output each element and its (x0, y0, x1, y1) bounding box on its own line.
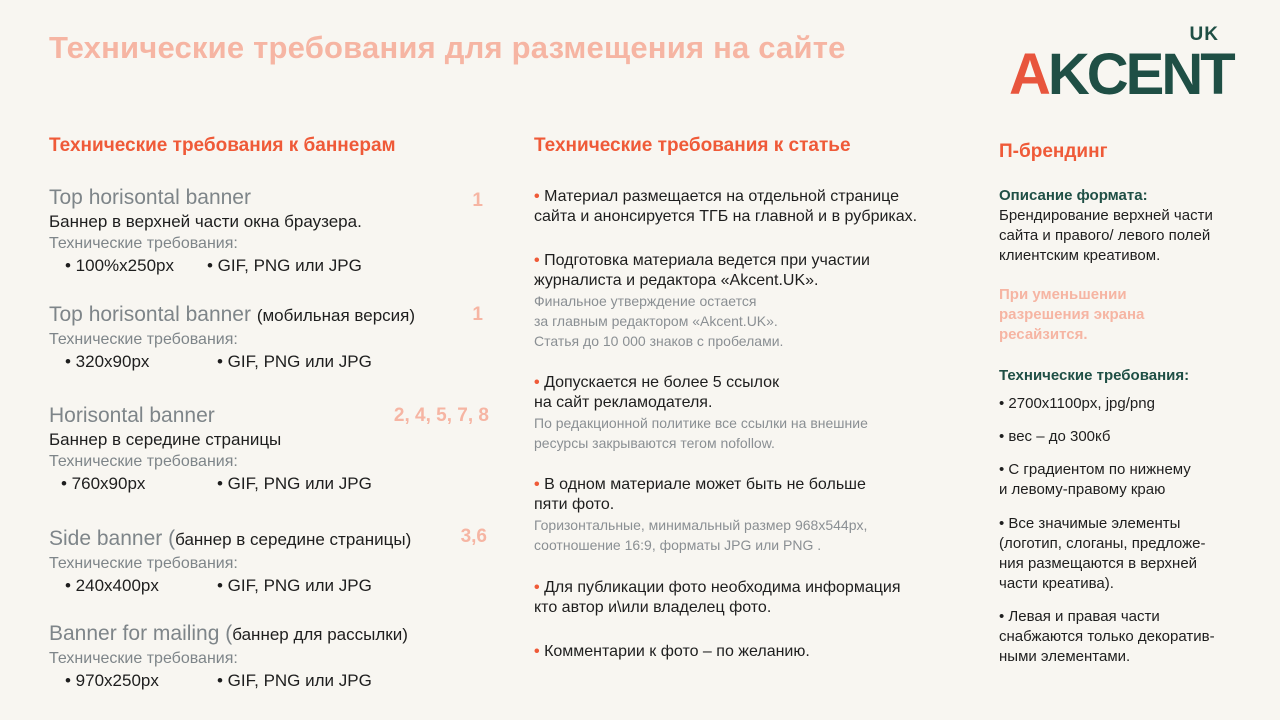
article-item (534, 187, 934, 227)
banner-specs (49, 472, 499, 496)
banner-formats: • GIF, PNG или JPG (217, 671, 372, 690)
banner-req-label: Технические требования: (49, 331, 238, 348)
branding-description (999, 186, 1249, 266)
banner-size: • 970x250px (65, 671, 159, 690)
article-note: По редакционной политике все ссылки на внешние ресурсы закрываются тегом nofollow. (534, 415, 868, 451)
banner-name: Side banner (баннер в середине страницы) (49, 527, 412, 550)
banner-positions: 1 (472, 190, 483, 211)
article-text: • Комментарии к фото – по желанию. (534, 643, 810, 660)
article-item (534, 475, 934, 555)
article-item (534, 251, 934, 351)
banner-formats: • GIF, PNG или JPG (217, 576, 372, 595)
banner-positions: 2, 4, 5, 7, 8 (393, 405, 489, 426)
akcent-logo (1005, 24, 1233, 107)
banner-name: Banner for mailing (баннер для рассылки) (49, 622, 408, 645)
article-text: • В одном материале может быть не больше пяти фото. (534, 476, 866, 513)
banner-specs (49, 574, 499, 598)
banner-name: Horisontal banner (49, 404, 215, 427)
branding-desc-label: Описание формата: (999, 187, 1148, 204)
banner-formats: • GIF, PNG или JPG (217, 352, 372, 371)
banner-side (49, 526, 499, 598)
banner-size: • 320x90px (65, 352, 150, 371)
banner-req-label: Технические требования: (49, 555, 238, 572)
banner-name: Top horisontal banner (мобильная версия) (49, 303, 416, 326)
banner-req-label: Технические требования: (49, 235, 238, 252)
article-text: • Для публикации фото необходима информация кто автор и\или владелец фото. (534, 579, 901, 616)
branding-req-label: Технические требования: (999, 367, 1190, 384)
banner-top-horizontal (49, 185, 499, 278)
banner-size: • 100%x250px (65, 256, 174, 275)
banners-heading: Технические требования к баннерам (49, 135, 396, 156)
banner-specs (49, 669, 499, 693)
branding-req-item: • Левая и правая части снабжаются только декоратив- ными элементами. (999, 608, 1215, 665)
banner-positions: 1 (472, 304, 483, 325)
banner-mailing (49, 621, 499, 693)
branding-req-item: • С градиентом по нижнему и левому-правому краю (999, 461, 1191, 498)
article-note: Финальное утверждение остается за главным редактором «Akcent.UK». Статья до 10 000 знаков с пробелами. (534, 293, 784, 349)
banner-size: • 760x90px (61, 474, 146, 493)
logo-suffix: UK (1189, 24, 1219, 45)
branding-heading: П-брендинг (999, 141, 1108, 162)
banner-formats: • GIF, PNG или JPG (217, 474, 372, 493)
branding-req-item: • вес – до 300кб (999, 428, 1111, 445)
banner-description: Баннер в верхней части окна браузера. (49, 212, 362, 231)
branding-req-item: • 2700x1100px, jpg/png (999, 395, 1155, 412)
article-item (534, 642, 934, 662)
banner-top-horizontal-mobile (49, 302, 499, 374)
article-item (534, 373, 934, 453)
banner-specs (49, 254, 499, 278)
branding-req-item: • Все значимые элементы (логотип, слоганы, предложе- ния размещаются в верхней части креатива). (999, 515, 1206, 592)
branding-warning (999, 285, 1249, 345)
article-text: • Материал размещается на отдельной странице сайта и анонсируется ТГБ на главной и в рубриках. (534, 188, 918, 225)
logo-letters: KCENT (1047, 42, 1233, 107)
banner-description: Баннер в середине страницы (49, 430, 282, 449)
page-title: Технические требования для размещения на сайте (49, 30, 846, 65)
article-text: • Допускается не более 5 ссылок на сайт рекламодателя. (534, 374, 780, 411)
article-heading: Технические требования к статье (534, 135, 851, 156)
banner-horizontal (49, 403, 499, 496)
article-item (534, 578, 934, 618)
banner-size: • 240x400px (65, 576, 159, 595)
article-text: • Подготовка материала ведется при участии журналиста и редактора «Akcent.UK». (534, 252, 870, 289)
banner-req-label: Технические требования: (49, 650, 238, 667)
banner-positions: 3,6 (460, 526, 487, 547)
logo-letter-a: A (1009, 42, 1048, 107)
branding-requirements (999, 366, 1249, 386)
logo-wordmark (1009, 42, 1233, 107)
branding-desc-text: Брендирование верхней части сайта и правого/ левого полей клиентским креативом. (999, 207, 1213, 264)
branding-warn-text: При уменьшении разрешения экрана ресайзится. (999, 286, 1145, 343)
article-note: Горизонтальные, минимальный размер 968x544px, соотношение 16:9, форматы JPG или PNG . (534, 517, 868, 553)
banner-name: Top horisontal banner (49, 186, 251, 209)
banner-req-label: Технические требования: (49, 453, 238, 470)
banner-formats: • GIF, PNG или JPG (207, 256, 362, 275)
banner-specs (49, 350, 499, 374)
